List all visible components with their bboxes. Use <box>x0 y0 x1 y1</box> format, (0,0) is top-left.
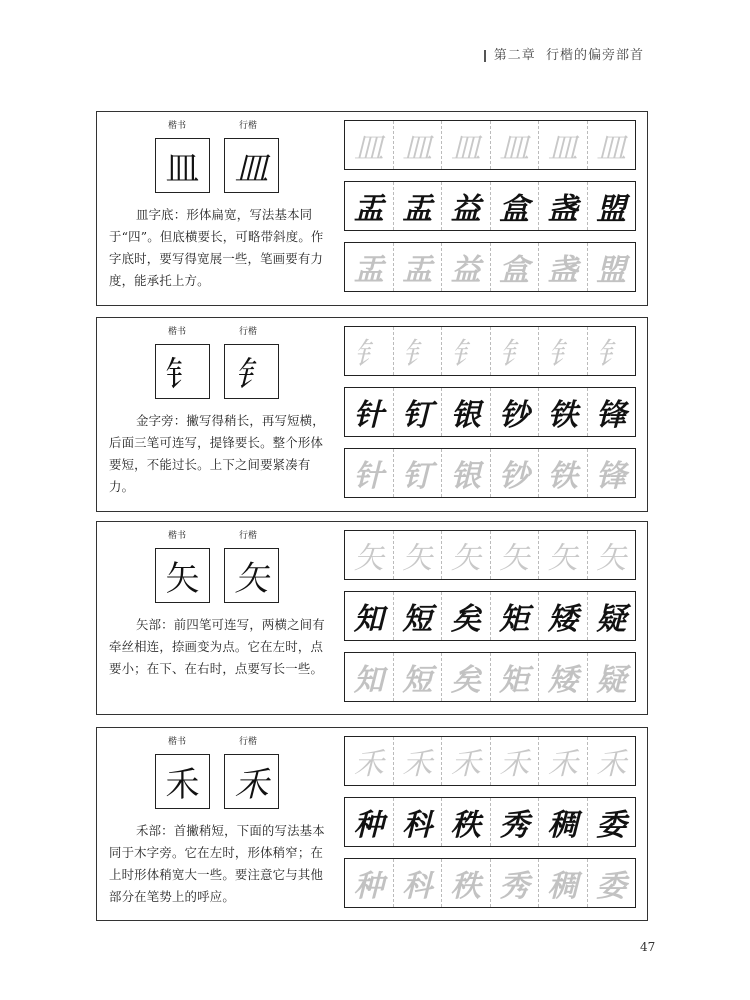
trace-char-cell: 种 <box>345 859 394 907</box>
trace-cell: 禾 <box>491 737 540 785</box>
xingkai-radical-box: 禾 <box>224 754 279 809</box>
trace-cell: 皿 <box>442 121 491 169</box>
example-char-cell: 锋 <box>596 398 627 433</box>
trace-cell: 矢 <box>539 531 588 579</box>
example-char-cell: 秩 <box>442 798 491 846</box>
trace-char-cell: 矩 <box>491 653 540 701</box>
example-char-cell: 疑 <box>596 602 627 637</box>
xingkai-label: 行楷 <box>239 531 258 541</box>
example-char-cell: 稠 <box>539 798 588 846</box>
trace-cell: 皿 <box>596 131 627 166</box>
example-char-cell: 秀 <box>491 798 540 846</box>
xingkai-radical-box: 矢 <box>224 548 279 603</box>
example-trace-grid <box>344 242 636 292</box>
trace-char-cell: 益 <box>442 243 491 291</box>
chapter-label: 第二章 <box>493 48 536 63</box>
trace-char-cell: 知 <box>345 653 394 701</box>
trace-char-cell: 委 <box>596 869 627 904</box>
trace-char-cell: 疑 <box>596 663 627 698</box>
xingkai-label: 行楷 <box>239 327 258 337</box>
example-grid <box>344 797 636 847</box>
radical-trace-grid <box>344 530 636 580</box>
example-trace-grid <box>344 448 636 498</box>
trace-cell: 禾 <box>442 737 491 785</box>
radical-panel <box>96 521 648 715</box>
trace-cell: 禾 <box>394 737 443 785</box>
trace-cell: 禾 <box>345 737 394 785</box>
xingkai-radical-box: 皿 <box>224 138 279 193</box>
example-char-cell: 矮 <box>539 592 588 640</box>
example-char-cell: 盏 <box>539 182 588 230</box>
trace-cell: 钅 <box>442 327 491 375</box>
radical-description: 金字旁：撇写得稍长，再写短横，后面三笔可连写，提锋要长。整个形体要短，不能过长。上下之间要紧凑有力。 <box>109 413 325 494</box>
example-char-cell: 委 <box>596 808 627 843</box>
kaishu-radical-box: 皿 <box>155 138 210 193</box>
trace-cell: 皿 <box>491 121 540 169</box>
radical-panel <box>96 317 648 512</box>
xingkai-label: 行楷 <box>239 121 258 131</box>
trace-char-cell: 银 <box>442 449 491 497</box>
page-number: 47 <box>640 940 656 954</box>
example-char-cell: 盟 <box>596 192 627 227</box>
example-trace-grid <box>344 652 636 702</box>
header-divider <box>484 50 486 62</box>
trace-cell: 皿 <box>345 121 394 169</box>
example-char-cell: 盒 <box>491 182 540 230</box>
trace-char-cell: 钉 <box>394 449 443 497</box>
xingkai-radical-box: 钅 <box>224 344 279 399</box>
example-char-cell: 盂 <box>394 182 443 230</box>
trace-cell: 钅 <box>394 327 443 375</box>
trace-char-cell: 科 <box>394 859 443 907</box>
trace-cell: 矢 <box>345 531 394 579</box>
trace-char-cell: 盂 <box>394 243 443 291</box>
radical-trace-grid <box>344 326 636 376</box>
example-char-cell: 矣 <box>442 592 491 640</box>
example-char-cell: 银 <box>442 388 491 436</box>
kaishu-radical-box: 矢 <box>155 548 210 603</box>
kaishu-label: 楷书 <box>168 327 187 337</box>
trace-cell: 矢 <box>596 541 627 576</box>
trace-cell: 禾 <box>539 737 588 785</box>
trace-cell: 矢 <box>491 531 540 579</box>
trace-cell: 钅 <box>596 337 627 372</box>
example-grid <box>344 387 636 437</box>
kaishu-label: 楷书 <box>168 737 187 747</box>
example-grid <box>344 181 636 231</box>
trace-cell: 皿 <box>539 121 588 169</box>
example-char-cell: 科 <box>394 798 443 846</box>
trace-char-cell: 锋 <box>596 459 627 494</box>
trace-char-cell: 短 <box>394 653 443 701</box>
example-char-cell: 短 <box>394 592 443 640</box>
example-char-cell: 矩 <box>491 592 540 640</box>
trace-cell: 钅 <box>539 327 588 375</box>
xingkai-label: 行楷 <box>239 737 258 747</box>
kaishu-radical-box: 禾 <box>155 754 210 809</box>
kaishu-label: 楷书 <box>168 121 187 131</box>
trace-char-cell: 盏 <box>539 243 588 291</box>
radical-trace-grid <box>344 736 636 786</box>
trace-char-cell: 秩 <box>442 859 491 907</box>
radical-description: 皿字底：形体扁宽，写法基本同于“四”。但底横要长，可略带斜度。作字底时，要写得宽展一些，笔画要有力度，能承托上方。 <box>109 207 324 288</box>
running-header <box>484 44 644 63</box>
trace-cell: 钅 <box>345 327 394 375</box>
trace-char-cell: 铁 <box>539 449 588 497</box>
example-char-cell: 种 <box>345 798 394 846</box>
example-char-cell: 知 <box>345 592 394 640</box>
trace-char-cell: 稠 <box>539 859 588 907</box>
trace-char-cell: 盟 <box>596 253 627 288</box>
example-char-cell: 铁 <box>539 388 588 436</box>
kaishu-radical-box: 钅 <box>155 344 210 399</box>
radical-description: 禾部：首撇稍短，下面的写法基本同于木字旁。它在左时，形体稍窄；在上时形体稍宽大一些。要注意它与其他部分在笔势上的呼应。 <box>109 823 325 904</box>
example-char-cell: 钞 <box>491 388 540 436</box>
trace-char-cell: 矮 <box>539 653 588 701</box>
example-char-cell: 盂 <box>345 182 394 230</box>
radical-description: 矢部：前四笔可连写，两横之间有牵丝相连，捺画变为点。它在左时，点要小；在下、在右时，点要写长一些。 <box>109 617 325 676</box>
trace-cell: 矢 <box>394 531 443 579</box>
chapter-title: 行楷的偏旁部首 <box>545 48 644 63</box>
trace-cell: 禾 <box>596 747 627 782</box>
trace-char-cell: 矣 <box>442 653 491 701</box>
radical-trace-grid <box>344 120 636 170</box>
trace-char-cell: 钞 <box>491 449 540 497</box>
radical-panel <box>96 111 648 306</box>
example-char-cell: 益 <box>442 182 491 230</box>
trace-char-cell: 盒 <box>491 243 540 291</box>
trace-char-cell: 秀 <box>491 859 540 907</box>
trace-char-cell: 针 <box>345 449 394 497</box>
trace-char-cell: 盂 <box>345 243 394 291</box>
trace-cell: 矢 <box>442 531 491 579</box>
example-char-cell: 钉 <box>394 388 443 436</box>
trace-cell: 钅 <box>491 327 540 375</box>
example-trace-grid <box>344 858 636 908</box>
kaishu-label: 楷书 <box>168 531 187 541</box>
example-char-cell: 针 <box>345 388 394 436</box>
example-grid <box>344 591 636 641</box>
radical-panel <box>96 727 648 921</box>
trace-cell: 皿 <box>394 121 443 169</box>
